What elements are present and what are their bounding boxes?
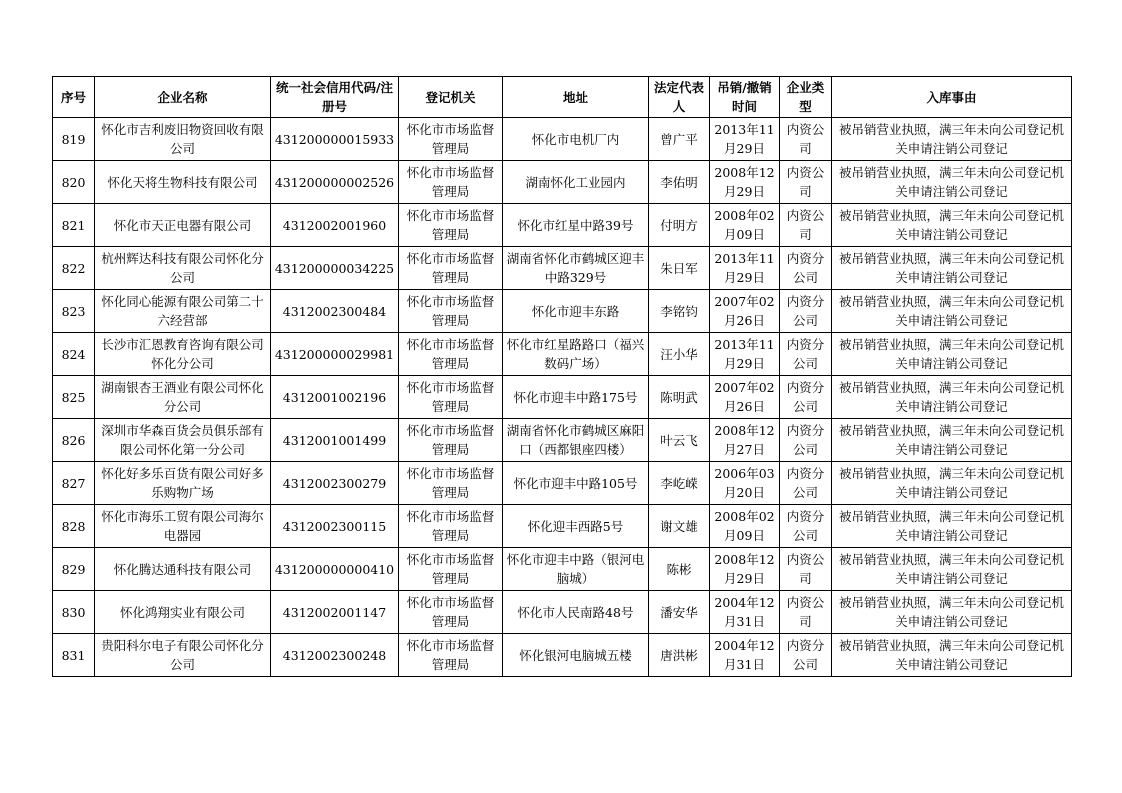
company-type-cell: 内资公司 [780, 204, 832, 247]
legal-representative-cell: 汪小华 [649, 333, 710, 376]
registration-authority-cell: 怀化市市场监督管理局 [399, 204, 503, 247]
reason-cell: 被吊销营业执照，满三年未向公司登记机关申请注销公司登记 [832, 505, 1072, 548]
revocation-time-cell: 2008年02月09日 [710, 505, 780, 548]
table-row [53, 247, 1072, 290]
company-type-cell: 内资分公司 [780, 505, 832, 548]
table-row [53, 505, 1072, 548]
company-type-cell: 内资分公司 [780, 376, 832, 419]
revocation-time-cell: 2004年12月31日 [710, 634, 780, 677]
header-credit-code: 统一社会信用代码/注册号 [271, 77, 399, 118]
revocation-time-cell: 2013年11月29日 [710, 247, 780, 290]
header-revocation-time: 吊销/撤销时间 [710, 77, 780, 118]
header-seq: 序号 [53, 77, 95, 118]
registration-authority-cell: 怀化市市场监督管理局 [399, 634, 503, 677]
address-cell: 怀化市红星路路口（福兴数码广场） [503, 333, 649, 376]
revocation-time-cell: 2013年11月29日 [710, 118, 780, 161]
header-company-name: 企业名称 [95, 77, 271, 118]
legal-representative-cell: 陈明武 [649, 376, 710, 419]
table-row [53, 419, 1072, 462]
revocation-time-cell: 2008年12月29日 [710, 548, 780, 591]
seq-cell: 823 [53, 290, 95, 333]
credit-code-cell: 4312001002196 [271, 376, 399, 419]
address-cell: 怀化市迎丰东路 [503, 290, 649, 333]
seq-cell: 821 [53, 204, 95, 247]
legal-representative-cell: 潘安华 [649, 591, 710, 634]
company-name-cell: 湖南银杏王酒业有限公司怀化分公司 [95, 376, 271, 419]
table-row [53, 161, 1072, 204]
company-type-cell: 内资公司 [780, 161, 832, 204]
header-registration-authority: 登记机关 [399, 77, 503, 118]
reason-cell: 被吊销营业执照，满三年未向公司登记机关申请注销公司登记 [832, 247, 1072, 290]
reason-cell: 被吊销营业执照，满三年未向公司登记机关申请注销公司登记 [832, 204, 1072, 247]
credit-code-cell: 4312002001960 [271, 204, 399, 247]
table-row [53, 376, 1072, 419]
reason-cell: 被吊销营业执照，满三年未向公司登记机关申请注销公司登记 [832, 419, 1072, 462]
company-name-cell: 怀化市天正电器有限公司 [95, 204, 271, 247]
legal-representative-cell: 陈彬 [649, 548, 710, 591]
company-type-cell: 内资分公司 [780, 634, 832, 677]
registration-authority-cell: 怀化市市场监督管理局 [399, 333, 503, 376]
reason-cell: 被吊销营业执照，满三年未向公司登记机关申请注销公司登记 [832, 118, 1072, 161]
registration-authority-cell: 怀化市市场监督管理局 [399, 419, 503, 462]
company-type-cell: 内资公司 [780, 118, 832, 161]
company-name-cell: 怀化鸿翔实业有限公司 [95, 591, 271, 634]
company-type-cell: 内资分公司 [780, 419, 832, 462]
table-row [53, 290, 1072, 333]
credit-code-cell: 431200000000410 [271, 548, 399, 591]
company-type-cell: 内资分公司 [780, 247, 832, 290]
company-type-cell: 内资公司 [780, 591, 832, 634]
revocation-time-cell: 2008年02月09日 [710, 204, 780, 247]
reason-cell: 被吊销营业执照，满三年未向公司登记机关申请注销公司登记 [832, 634, 1072, 677]
address-cell: 怀化市迎丰中路（银河电脑城） [503, 548, 649, 591]
legal-representative-cell: 李佑明 [649, 161, 710, 204]
revocation-time-cell: 2007年02月26日 [710, 290, 780, 333]
seq-cell: 826 [53, 419, 95, 462]
table-row [53, 462, 1072, 505]
seq-cell: 819 [53, 118, 95, 161]
legal-representative-cell: 李屹嵘 [649, 462, 710, 505]
company-name-cell: 贵阳科尔电子有限公司怀化分公司 [95, 634, 271, 677]
company-name-cell: 怀化好多乐百货有限公司好多乐购物广场 [95, 462, 271, 505]
registration-authority-cell: 怀化市市场监督管理局 [399, 118, 503, 161]
company-name-cell: 怀化市海乐工贸有限公司海尔电器园 [95, 505, 271, 548]
company-name-cell: 深圳市华森百货会员俱乐部有限公司怀化第一分公司 [95, 419, 271, 462]
table-header-row [53, 77, 1072, 118]
revocation-time-cell: 2004年12月31日 [710, 591, 780, 634]
address-cell: 怀化银河电脑城五楼 [503, 634, 649, 677]
revocation-time-cell: 2007年02月26日 [710, 376, 780, 419]
seq-cell: 831 [53, 634, 95, 677]
credit-code-cell: 4312002300279 [271, 462, 399, 505]
seq-cell: 820 [53, 161, 95, 204]
credit-code-cell: 431200000029981 [271, 333, 399, 376]
header-address: 地址 [503, 77, 649, 118]
credit-code-cell: 4312002300484 [271, 290, 399, 333]
address-cell: 怀化市迎丰中路105号 [503, 462, 649, 505]
legal-representative-cell: 唐洪彬 [649, 634, 710, 677]
registration-authority-cell: 怀化市市场监督管理局 [399, 290, 503, 333]
legal-representative-cell: 朱日军 [649, 247, 710, 290]
table-row [53, 204, 1072, 247]
seq-cell: 824 [53, 333, 95, 376]
company-name-cell: 杭州辉达科技有限公司怀化分公司 [95, 247, 271, 290]
address-cell: 湖南省怀化市鹤城区迎丰中路329号 [503, 247, 649, 290]
address-cell: 湖南怀化工业园内 [503, 161, 649, 204]
seq-cell: 828 [53, 505, 95, 548]
company-type-cell: 内资分公司 [780, 333, 832, 376]
revocation-time-cell: 2013年11月29日 [710, 333, 780, 376]
legal-representative-cell: 付明方 [649, 204, 710, 247]
legal-representative-cell: 叶云飞 [649, 419, 710, 462]
revocation-time-cell: 2008年12月27日 [710, 419, 780, 462]
company-type-cell: 内资分公司 [780, 290, 832, 333]
legal-representative-cell: 谢文雄 [649, 505, 710, 548]
reason-cell: 被吊销营业执照，满三年未向公司登记机关申请注销公司登记 [832, 591, 1072, 634]
credit-code-cell: 4312002300248 [271, 634, 399, 677]
seq-cell: 827 [53, 462, 95, 505]
credit-code-cell: 4312002300115 [271, 505, 399, 548]
address-cell: 怀化市红星中路39号 [503, 204, 649, 247]
address-cell: 怀化市人民南路48号 [503, 591, 649, 634]
company-type-cell: 内资分公司 [780, 462, 832, 505]
credit-code-cell: 4312001001499 [271, 419, 399, 462]
registration-authority-cell: 怀化市市场监督管理局 [399, 505, 503, 548]
seq-cell: 830 [53, 591, 95, 634]
revocation-time-cell: 2006年03月20日 [710, 462, 780, 505]
reason-cell: 被吊销营业执照，满三年未向公司登记机关申请注销公司登记 [832, 376, 1072, 419]
credit-code-cell: 431200000015933 [271, 118, 399, 161]
registration-authority-cell: 怀化市市场监督管理局 [399, 161, 503, 204]
registration-authority-cell: 怀化市市场监督管理局 [399, 462, 503, 505]
address-cell: 怀化市迎丰中路175号 [503, 376, 649, 419]
company-type-cell: 内资公司 [780, 548, 832, 591]
registration-authority-cell: 怀化市市场监督管理局 [399, 591, 503, 634]
company-name-cell: 怀化天将生物科技有限公司 [95, 161, 271, 204]
company-name-cell: 怀化市吉利废旧物资回收有限公司 [95, 118, 271, 161]
table-row [53, 591, 1072, 634]
reason-cell: 被吊销营业执照，满三年未向公司登记机关申请注销公司登记 [832, 462, 1072, 505]
header-reason: 入库事由 [832, 77, 1072, 118]
address-cell: 怀化迎丰西路5号 [503, 505, 649, 548]
enterprise-table [52, 76, 1072, 677]
header-legal-representative: 法定代表人 [649, 77, 710, 118]
registration-authority-cell: 怀化市市场监督管理局 [399, 247, 503, 290]
table-row [53, 118, 1072, 161]
credit-code-cell: 4312002001147 [271, 591, 399, 634]
seq-cell: 822 [53, 247, 95, 290]
legal-representative-cell: 李铭钧 [649, 290, 710, 333]
company-name-cell: 长沙市汇恩教育咨询有限公司怀化分公司 [95, 333, 271, 376]
table-row [53, 333, 1072, 376]
revocation-time-cell: 2008年12月29日 [710, 161, 780, 204]
company-name-cell: 怀化腾达通科技有限公司 [95, 548, 271, 591]
address-cell: 湖南省怀化市鹤城区麻阳口（西都银座四楼） [503, 419, 649, 462]
reason-cell: 被吊销营业执照，满三年未向公司登记机关申请注销公司登记 [832, 161, 1072, 204]
reason-cell: 被吊销营业执照，满三年未向公司登记机关申请注销公司登记 [832, 333, 1072, 376]
company-name-cell: 怀化同心能源有限公司第二十六经营部 [95, 290, 271, 333]
registration-authority-cell: 怀化市市场监督管理局 [399, 376, 503, 419]
table-row [53, 634, 1072, 677]
seq-cell: 829 [53, 548, 95, 591]
table-row [53, 548, 1072, 591]
reason-cell: 被吊销营业执照，满三年未向公司登记机关申请注销公司登记 [832, 548, 1072, 591]
legal-representative-cell: 曾广平 [649, 118, 710, 161]
registration-authority-cell: 怀化市市场监督管理局 [399, 548, 503, 591]
seq-cell: 825 [53, 376, 95, 419]
header-company-type: 企业类型 [780, 77, 832, 118]
address-cell: 怀化市电机厂内 [503, 118, 649, 161]
credit-code-cell: 431200000002526 [271, 161, 399, 204]
credit-code-cell: 431200000034225 [271, 247, 399, 290]
reason-cell: 被吊销营业执照，满三年未向公司登记机关申请注销公司登记 [832, 290, 1072, 333]
